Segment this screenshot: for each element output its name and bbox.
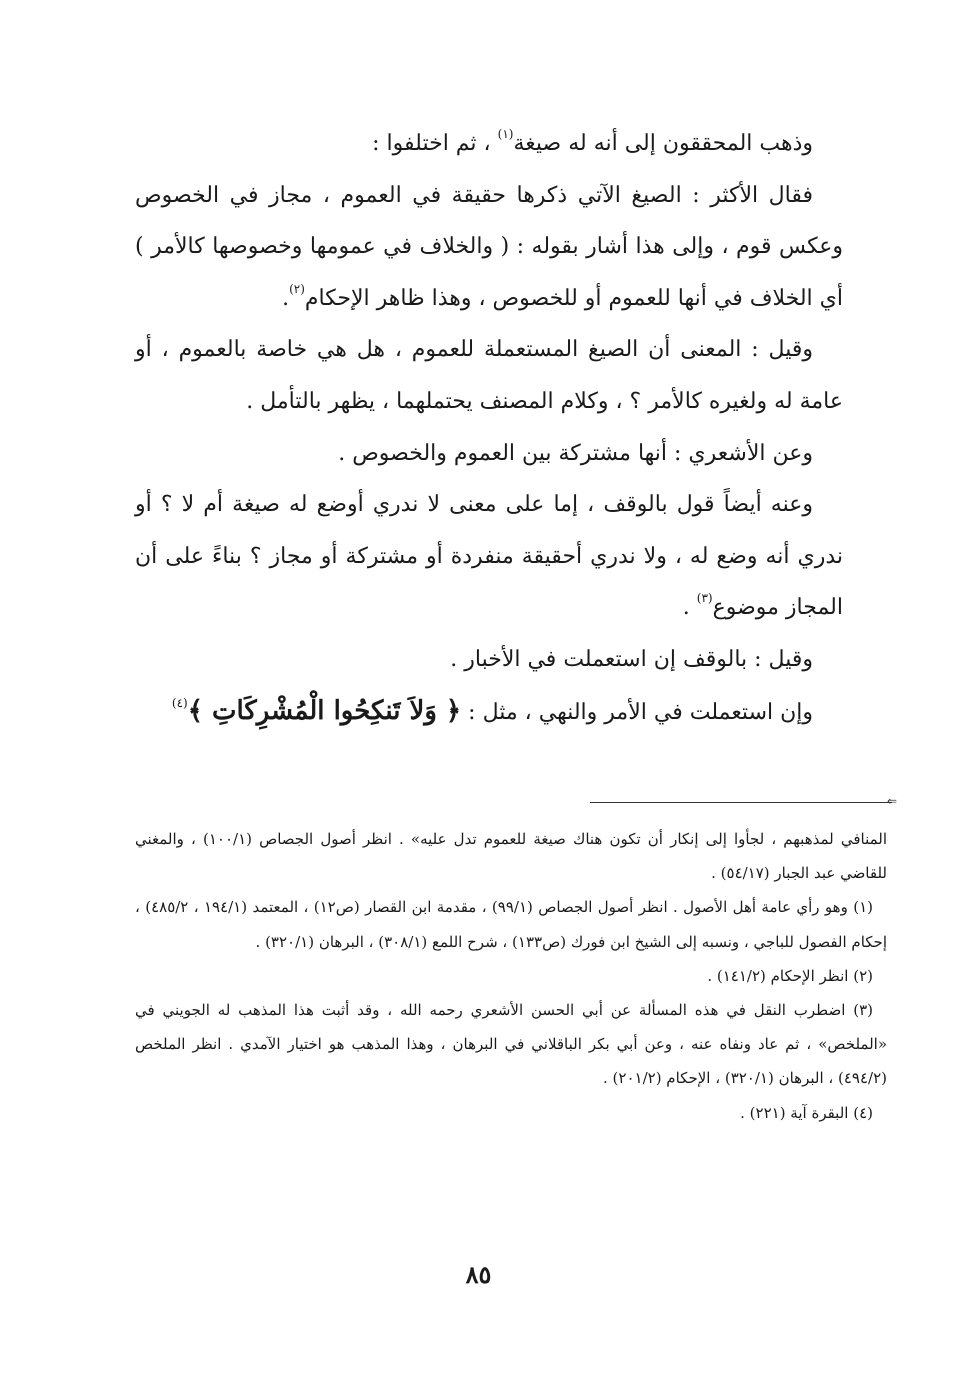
paragraph-5 <box>135 479 843 634</box>
footnote-ref-3: (٣) <box>696 591 713 606</box>
footnotes <box>135 822 887 1130</box>
paragraph-text: وذهب المحققون إلى أنه له صيغة <box>513 131 813 156</box>
paragraph-3: وقيل : المعنى أن الصيغ المستعملة للعموم ، هل هي خاصة بالعموم ، أو عامة له ولغيره كالأمر ؟ ، وكلام المصنف يحتملهما ، يظهر بالتأمل . <box>135 337 843 414</box>
paragraph-6: وقيل : بالوقف إن استعملت في الأخبار . <box>450 646 813 672</box>
paragraph-tail: . <box>682 595 697 621</box>
paragraph-text: وإن استعملت في الأمر والنهي ، مثل : <box>461 699 813 725</box>
paragraph-tail: ، ثم اختلفوا : <box>372 131 498 156</box>
footnote-4: (٤) البقرة آية (٢٢١) . <box>740 1103 873 1122</box>
paragraph-7 <box>135 686 843 739</box>
quran-verse: ﴿ وَلاَ تَنكِحُوا الْمُشْرِكَاتِ ﴾ <box>187 695 462 726</box>
paragraph-2 <box>135 170 843 325</box>
page-number: ٨٥ <box>465 1260 492 1289</box>
paragraph-text: فقال الأكثر : الصيغ الآتي ذكرها حقيقة في العموم ، مجاز في الخصوص وعكس قوم ، وإلى هذا أشار بقوله : ( والخلاف في عمومها وخصوصها كالأمر ) أي الخلاف في أنها للعموم أو للخصوص ، وهذا ظاهر الإحكام <box>135 182 843 311</box>
continuation-arrow-icon: ⇐ <box>887 794 898 808</box>
paragraph-4: وعن الأشعري : أنها مشتركة بين العموم والخصوص . <box>338 440 813 466</box>
footnote-3: (٣) اضطرب النقل في هذه المسألة عن أبي الحسن الأشعري رحمه الله ، وقد أثبت هذا المذهب له الجويني في «الملخص» ، ثم عاد ونفاه عنه ، وعن أبي بكر الباقلاني في البرهان ، وهذا المذهب هو اختيار الآمدي . انظر الملخص (٤٩٤/٢) ، البرهان (٣٢٠/١) ، الإحكام (٢٠١/٢) . <box>135 1001 887 1088</box>
main-text <box>135 118 843 738</box>
paragraph-text: وعنه أيضاً قول بالوقف ، إما على معنى لا ندري أوضع له صيغة أم لا ؟ أو ندري أنه وضع له ، ولا ندري أحقيقة منفردة أو مشتركة أو مجاز ؟ بناءً على أن المجاز موضوع <box>135 492 843 621</box>
footnote-ref-4: (٤) <box>171 695 188 710</box>
paragraph-1 <box>135 118 843 170</box>
footnote-separator <box>590 802 892 803</box>
footnote-ref-2: (٢) <box>289 281 305 296</box>
footnote-continuation: المنافي لمذهبهم ، لجأوا إلى إنكار أن تكون هناك صيغة للعموم تدل عليه» . انظر أصول الجصاص (١٠٠/١) ، والمغني للقاضي عبد الجبار (٥٤/١٧) . <box>135 830 888 883</box>
footnote-1: (١) وهو رأي عامة أهل الأصول . انظر أصول الجصاص (٩٩/١) ، مقدمة ابن القصار (ص١٢) ، المعتمد (١٩٤/١ ، ٤٨٥/٢) ، إحكام الفصول للباجي ، ونسبه إلى الشيخ ابن فورك (ص١٣٣) ، شرح اللمع (٣٠٨/١) ، البرهان (٣٢٠/١) . <box>135 898 887 951</box>
footnote-ref-1: (١) <box>497 127 514 141</box>
paragraph-tail: . <box>282 285 290 311</box>
footnote-2: (٢) انظر الإحكام (١٤١/٢) . <box>707 966 873 985</box>
